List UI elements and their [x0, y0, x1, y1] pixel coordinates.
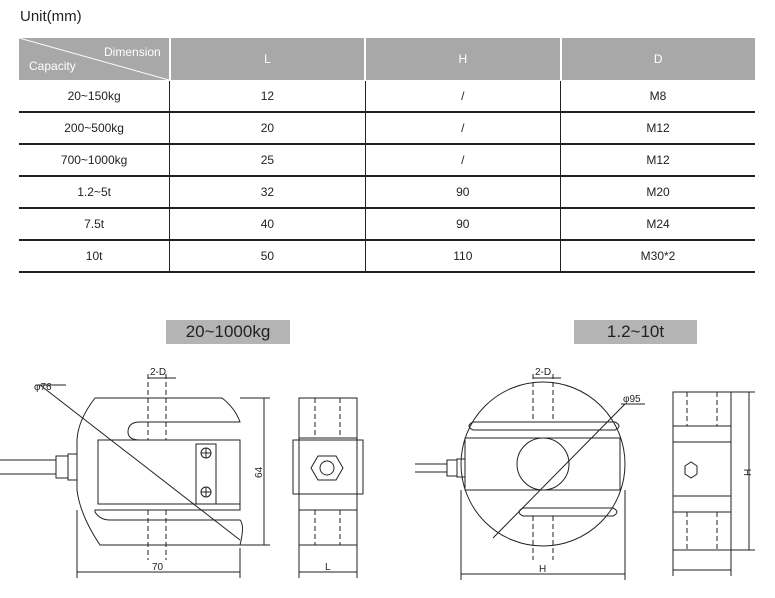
left-front-view-drawing [0, 360, 300, 598]
left-side-view-drawing [285, 360, 375, 598]
d-cell: M12 [561, 144, 755, 176]
l-cell: 20 [170, 112, 365, 144]
capacity-cell: 10t [19, 240, 170, 272]
table-row [19, 240, 755, 272]
table-row [19, 81, 755, 113]
dimension-table [19, 38, 755, 273]
header-capacity-label: Capacity [29, 59, 76, 73]
column-header-l: L [170, 38, 365, 81]
left-model-title: 20~1000kg [166, 320, 290, 344]
h-cell: / [365, 112, 560, 144]
capacity-cell: 1.2~5t [19, 176, 170, 208]
table-row [19, 208, 755, 240]
header-dimension-label: Dimension [104, 45, 161, 59]
l-cell: 32 [170, 176, 365, 208]
table-row [19, 176, 755, 208]
right-diameter-label: φ95 [623, 394, 641, 405]
capacity-cell: 200~500kg [19, 112, 170, 144]
left-diameter-label: φ76 [34, 382, 52, 393]
right-front-view-drawing [405, 360, 655, 598]
left-side-l-label: L [325, 562, 331, 573]
capacity-cell: 20~150kg [19, 81, 170, 113]
right-width-label: H [539, 564, 547, 575]
right-side-view-drawing [665, 360, 770, 598]
d-cell: M24 [561, 208, 755, 240]
l-cell: 12 [170, 81, 365, 113]
h-cell: / [365, 144, 560, 176]
left-2d-label: 2-D [150, 367, 167, 378]
left-width-label: 70 [152, 562, 164, 573]
right-side-h-label: H [743, 468, 754, 476]
d-cell: M20 [561, 176, 755, 208]
capacity-cell: 700~1000kg [19, 144, 170, 176]
d-cell: M30*2 [561, 240, 755, 272]
l-cell: 25 [170, 144, 365, 176]
right-2d-label: 2-D [535, 367, 552, 378]
column-header-d: D [561, 38, 755, 81]
h-cell: 110 [365, 240, 560, 272]
l-cell: 50 [170, 240, 365, 272]
table-row [19, 112, 755, 144]
left-height-label: 64 [254, 466, 265, 478]
d-cell: M12 [561, 112, 755, 144]
l-cell: 40 [170, 208, 365, 240]
table-header-row [19, 38, 755, 81]
h-cell: 90 [365, 208, 560, 240]
right-model-title: 1.2~10t [574, 320, 697, 344]
h-cell: / [365, 81, 560, 113]
column-header-h: H [365, 38, 560, 81]
table-row [19, 144, 755, 176]
header-corner-cell [19, 38, 170, 81]
unit-label: Unit(mm) [20, 8, 82, 25]
capacity-cell: 7.5t [19, 208, 170, 240]
d-cell: M8 [561, 81, 755, 113]
h-cell: 90 [365, 176, 560, 208]
